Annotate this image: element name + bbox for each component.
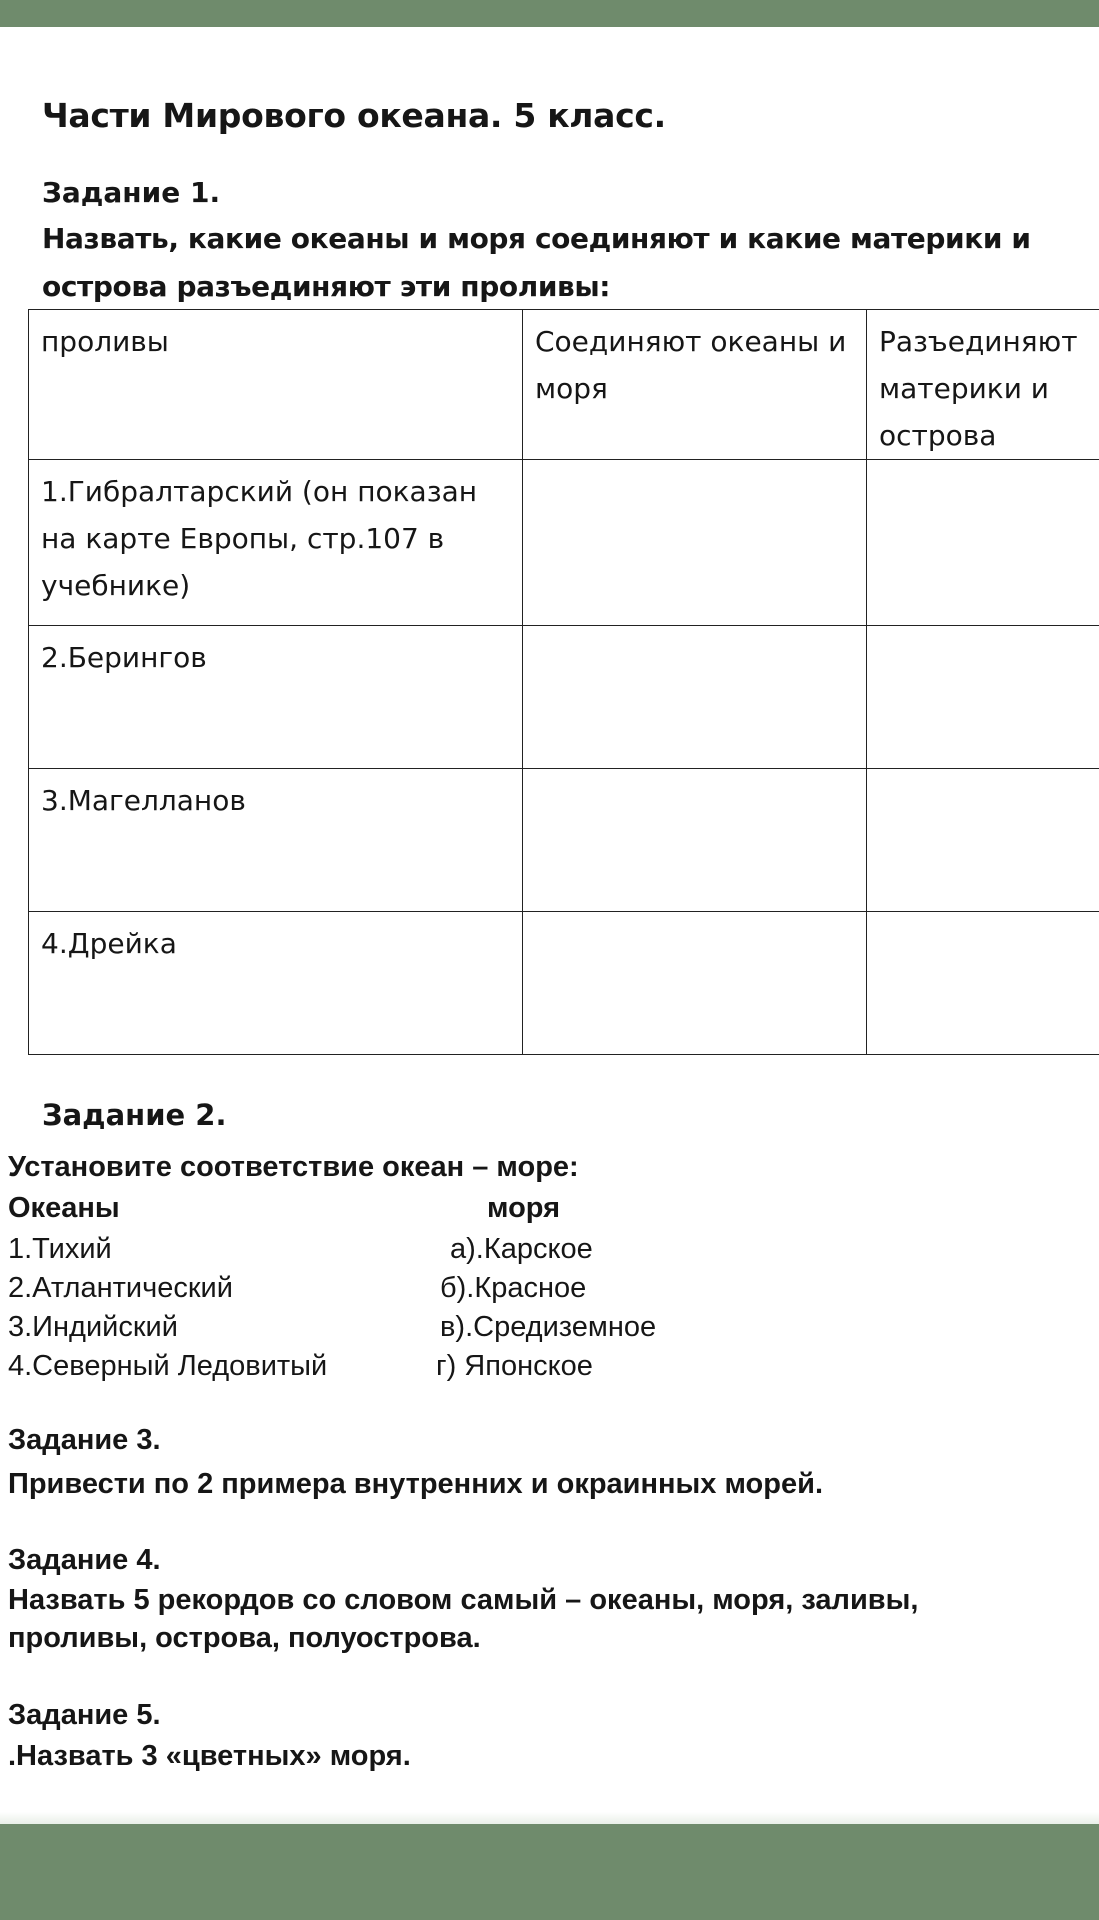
- ocean-item: 1.Тихий: [8, 1233, 112, 1265]
- answer-cell-separate[interactable]: [867, 769, 1099, 912]
- task5-question: .Назвать 3 «цветных» моря.: [8, 1740, 411, 1772]
- sea-item: а).Карское: [450, 1233, 593, 1265]
- table-row: [29, 460, 1099, 626]
- answer-cell-separate[interactable]: [867, 460, 1099, 626]
- task4-question-line1: Назвать 5 рекордов со словом самый – океаны, моря, заливы,: [8, 1584, 919, 1616]
- bottom-frame-band: [0, 1824, 1099, 1920]
- answer-cell-connect[interactable]: [523, 769, 867, 912]
- table-row: [29, 912, 1099, 1055]
- task2-heading: Задание 2.: [42, 1098, 227, 1132]
- header-straits: проливы: [29, 310, 523, 460]
- header-separate: Разъединяют материки и острова: [867, 310, 1099, 460]
- sheet-bottom-edge: [0, 1812, 1099, 1824]
- header-connect: Соединяют океаны и моря: [523, 310, 867, 460]
- task3-question: Привести по 2 примера внутренних и окраинных морей.: [8, 1468, 824, 1500]
- sea-item: г) Японское: [436, 1350, 593, 1382]
- worksheet-title: Части Мирового океана. 5 класс.: [42, 96, 666, 135]
- ocean-item: 4.Северный Ледовитый: [8, 1350, 328, 1382]
- task3-heading: Задание 3.: [8, 1424, 161, 1456]
- answer-cell-separate[interactable]: [867, 626, 1099, 769]
- task4-heading: Задание 4.: [8, 1544, 161, 1576]
- strait-name-cell: 4.Дрейка: [29, 912, 523, 1055]
- oceans-column-header: Океаны: [8, 1192, 120, 1224]
- task5-heading: Задание 5.: [8, 1699, 161, 1731]
- task2-question: Установите соответствие океан – море:: [8, 1151, 579, 1183]
- answer-cell-connect[interactable]: [523, 912, 867, 1055]
- task1-question-line2: острова разъединяют эти проливы:: [42, 270, 611, 303]
- straits-table: [28, 309, 1099, 1055]
- sea-item: в).Средиземное: [440, 1311, 657, 1343]
- task1-heading: Задание 1.: [42, 176, 221, 209]
- strait-name-cell: 2.Берингов: [29, 626, 523, 769]
- table-header-row: [29, 310, 1099, 460]
- seas-column-header: моря: [487, 1192, 561, 1224]
- top-frame-band: [0, 0, 1099, 27]
- answer-cell-connect[interactable]: [523, 626, 867, 769]
- answer-cell-separate[interactable]: [867, 912, 1099, 1055]
- ocean-item: 2.Атлантический: [8, 1272, 233, 1304]
- table-row: [29, 769, 1099, 912]
- task1-question-line1: Назвать, какие океаны и моря соединяют и какие материки и: [42, 222, 1031, 255]
- table-row: [29, 626, 1099, 769]
- ocean-item: 3.Индийский: [8, 1311, 178, 1343]
- strait-name-cell: 3.Магелланов: [29, 769, 523, 912]
- strait-name-cell: 1.Гибралтарский (он показан на карте Европы, стр.107 в учебнике): [29, 460, 523, 626]
- sea-item: б).Красное: [440, 1272, 587, 1304]
- task4-question-line2: проливы, острова, полуострова.: [8, 1622, 481, 1654]
- answer-cell-connect[interactable]: [523, 460, 867, 626]
